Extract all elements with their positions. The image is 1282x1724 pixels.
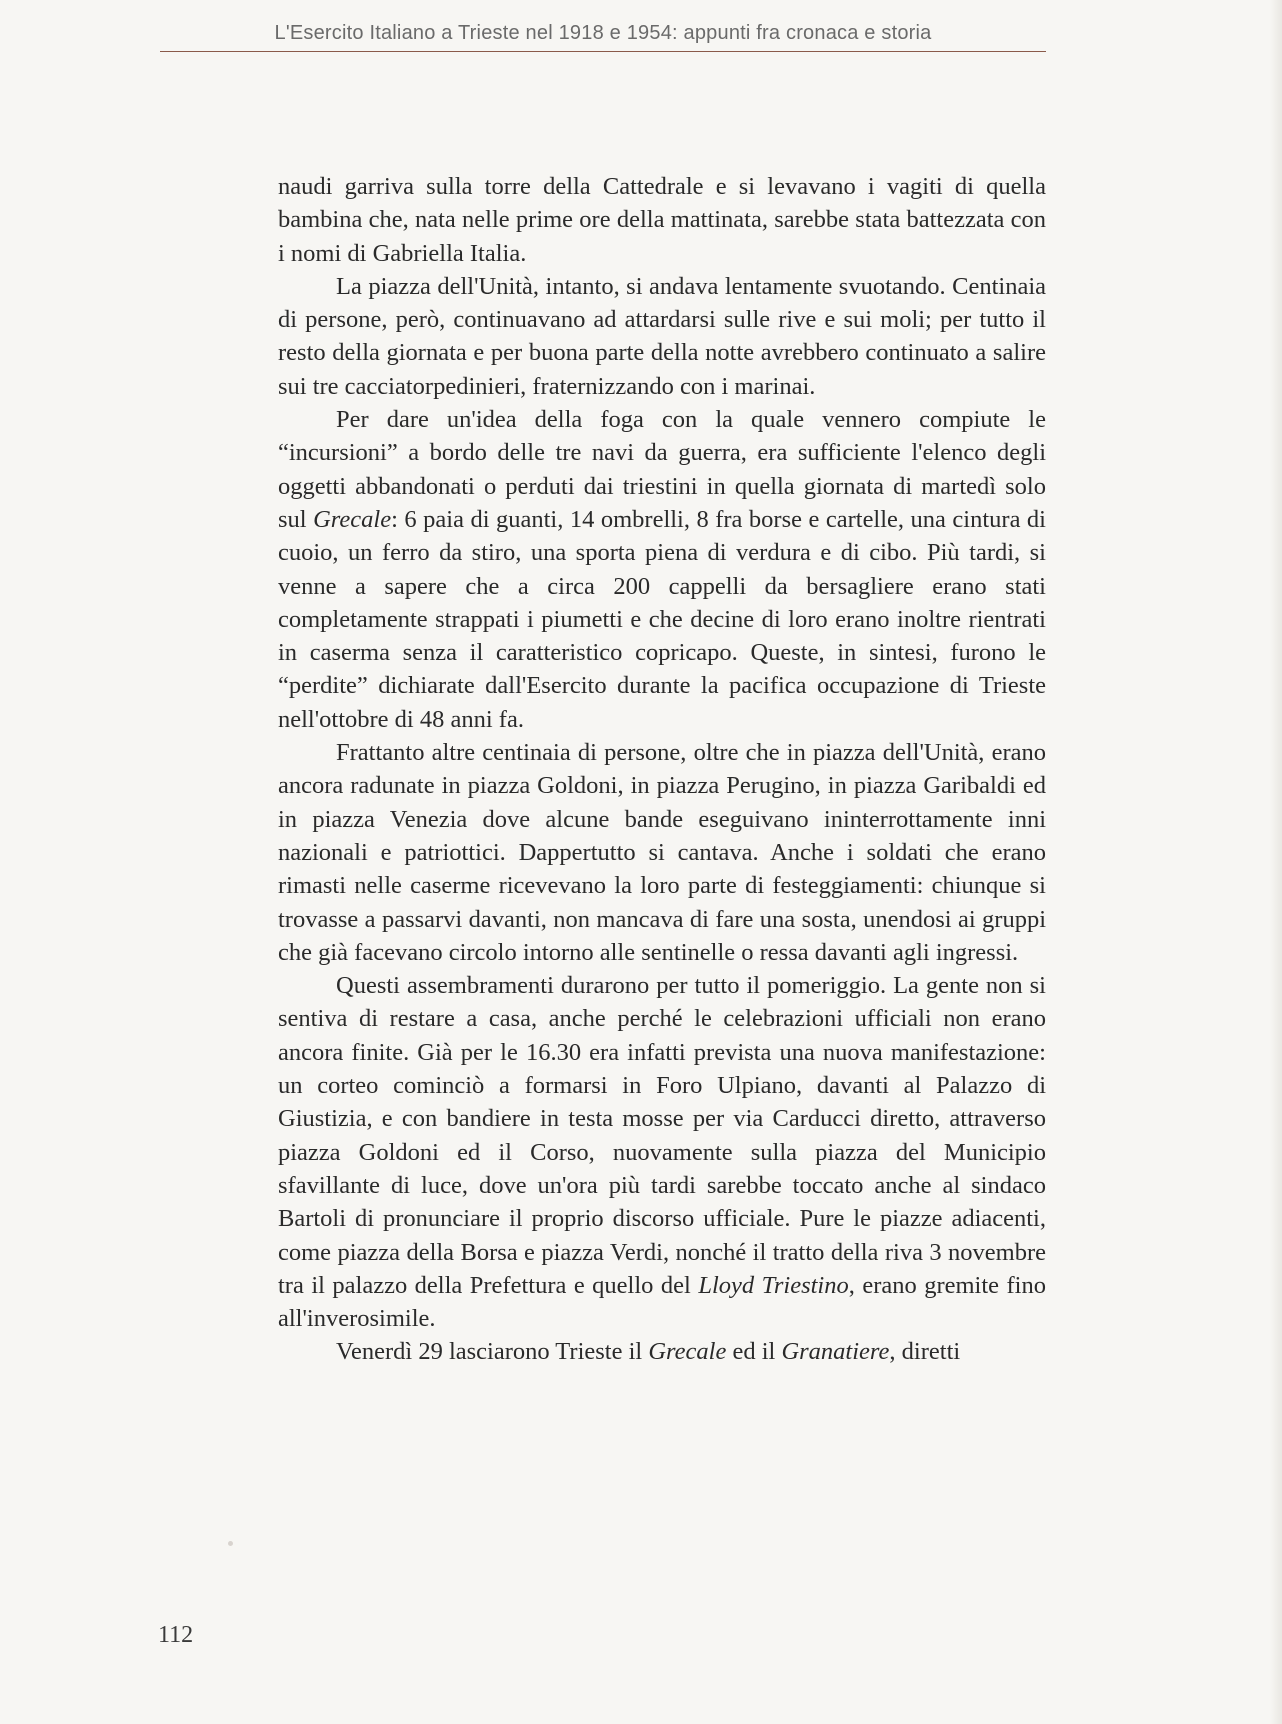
paragraph-text: Per dare un'idea della foga con la quale vennero compiute le “incursioni” a bordo delle tre navi da guerra, era sufficiente l'elenco degli oggetti abbandonati o perduti dai triestini in quella giornata di martedì solo sul [278, 406, 1046, 533]
paragraph-4 [278, 736, 1046, 969]
scan-speck [228, 1541, 233, 1546]
paragraph-text: ed il [726, 1338, 782, 1366]
paragraph-6 [278, 1335, 1046, 1368]
paragraph-text: Venerdì 29 lasciarono Trieste il [336, 1338, 649, 1366]
paragraph-text: , diretti [889, 1338, 961, 1366]
ship-name-grecale: Grecale [648, 1338, 727, 1366]
header-rule [160, 51, 1046, 52]
running-header: L'Esercito Italiano a Trieste nel 1918 e 1954: appunti fra cronaca e storia [274, 22, 932, 44]
ship-name-lloyd-triestino: Lloyd Triestino [698, 1271, 849, 1299]
paragraph-text: naudi garriva sulla torre della Cattedrale e si levavano i vagiti di quella bambina che, nata nelle prime ore della mattinata, sarebbe stata battezzata con i nomi di Gabriella Italia. [278, 173, 1046, 267]
paragraph-text: Questi assembramenti durarono per tutto il pomeriggio. La gente non si sentiva di restare a casa, anche perché le celebrazioni ufficiali non erano ancora finite. Già per le 16.30 era infatti prevista una nuova manifestazione: un corteo cominciò a formarsi in Foro Ulpiano, davanti al Palazzo di Giustizia, e con bandiere in testa mosse per via Carducci diretto, attraverso piazza Goldoni ed il Corso, nuovamente sulla piazza del Municipio sfavillante di luce, dove un'ora più tardi sarebbe toccato anche al sindaco Bartoli di pronunciare il proprio discorso ufficiale. Pure le piazze adiacenti, come piazza della Borsa e piazza Verdi, nonché il tratto della riva 3 novembre tra il palazzo della Prefettura e quello del [278, 972, 1046, 1299]
page-edge [1270, 0, 1282, 1724]
paragraph-1 [278, 170, 1046, 270]
ship-name-granatiere: Granatiere [781, 1338, 890, 1366]
paragraph-5 [278, 969, 1046, 1335]
page-number: 112 [158, 1622, 194, 1648]
paragraph-text: Frattanto altre centinaia di persone, oltre che in piazza dell'Unità, erano ancora radunate in piazza Goldoni, in piazza Perugino, in piazza Garibaldi ed in piazza Venezia dove alcune bande eseguivano ininterrottamente inni nazionali e patriottici. Dappertutto si cantava. Anche i soldati che erano rimasti nelle caserme ricevevano la loro parte di festeggiamenti: chiunque si trovasse a passarvi davanti, non mancava di fare una sosta, unendosi ai gruppi che già facevano circolo intorno alle sentinelle o ressa davanti agli ingressi. [278, 739, 1046, 966]
paragraph-text: La piazza dell'Unità, intanto, si andava lentamente svuotando. Centinaia di persone, però, continuavano ad attardarsi sulle rive e sui moli; per tutto il resto della giornata e per buona parte della notte avrebbero continuato a salire sui tre cacciatorpedinieri, fraternizzando con i marinai. [278, 272, 1046, 400]
ship-name-grecale: Grecale [313, 505, 392, 533]
paragraph-3 [278, 403, 1046, 736]
paragraph-text: , erano gremite fino all'inverosimile. [278, 1271, 1046, 1333]
paragraph-2 [278, 270, 1046, 403]
body-text [278, 170, 1046, 1369]
paragraph-text: : 6 paia di guanti, 14 ombrelli, 8 fra borse e cartelle, una cintura di cuoio, un ferro da stiro, una sporta piena di verdura e di cibo. Più tardi, si venne a sapere che a circa 200 cappelli da bersagliere erano stati completamente strappati i piumetti e che decine di loro erano inoltre rientrati in caserma senza il caratteristico copricapo. Queste, in sintesi, furono le “perdite” dichiarate dall'Esercito durante la pacifica occupazione di Trieste nell'ottobre di 48 anni fa. [278, 505, 1046, 733]
